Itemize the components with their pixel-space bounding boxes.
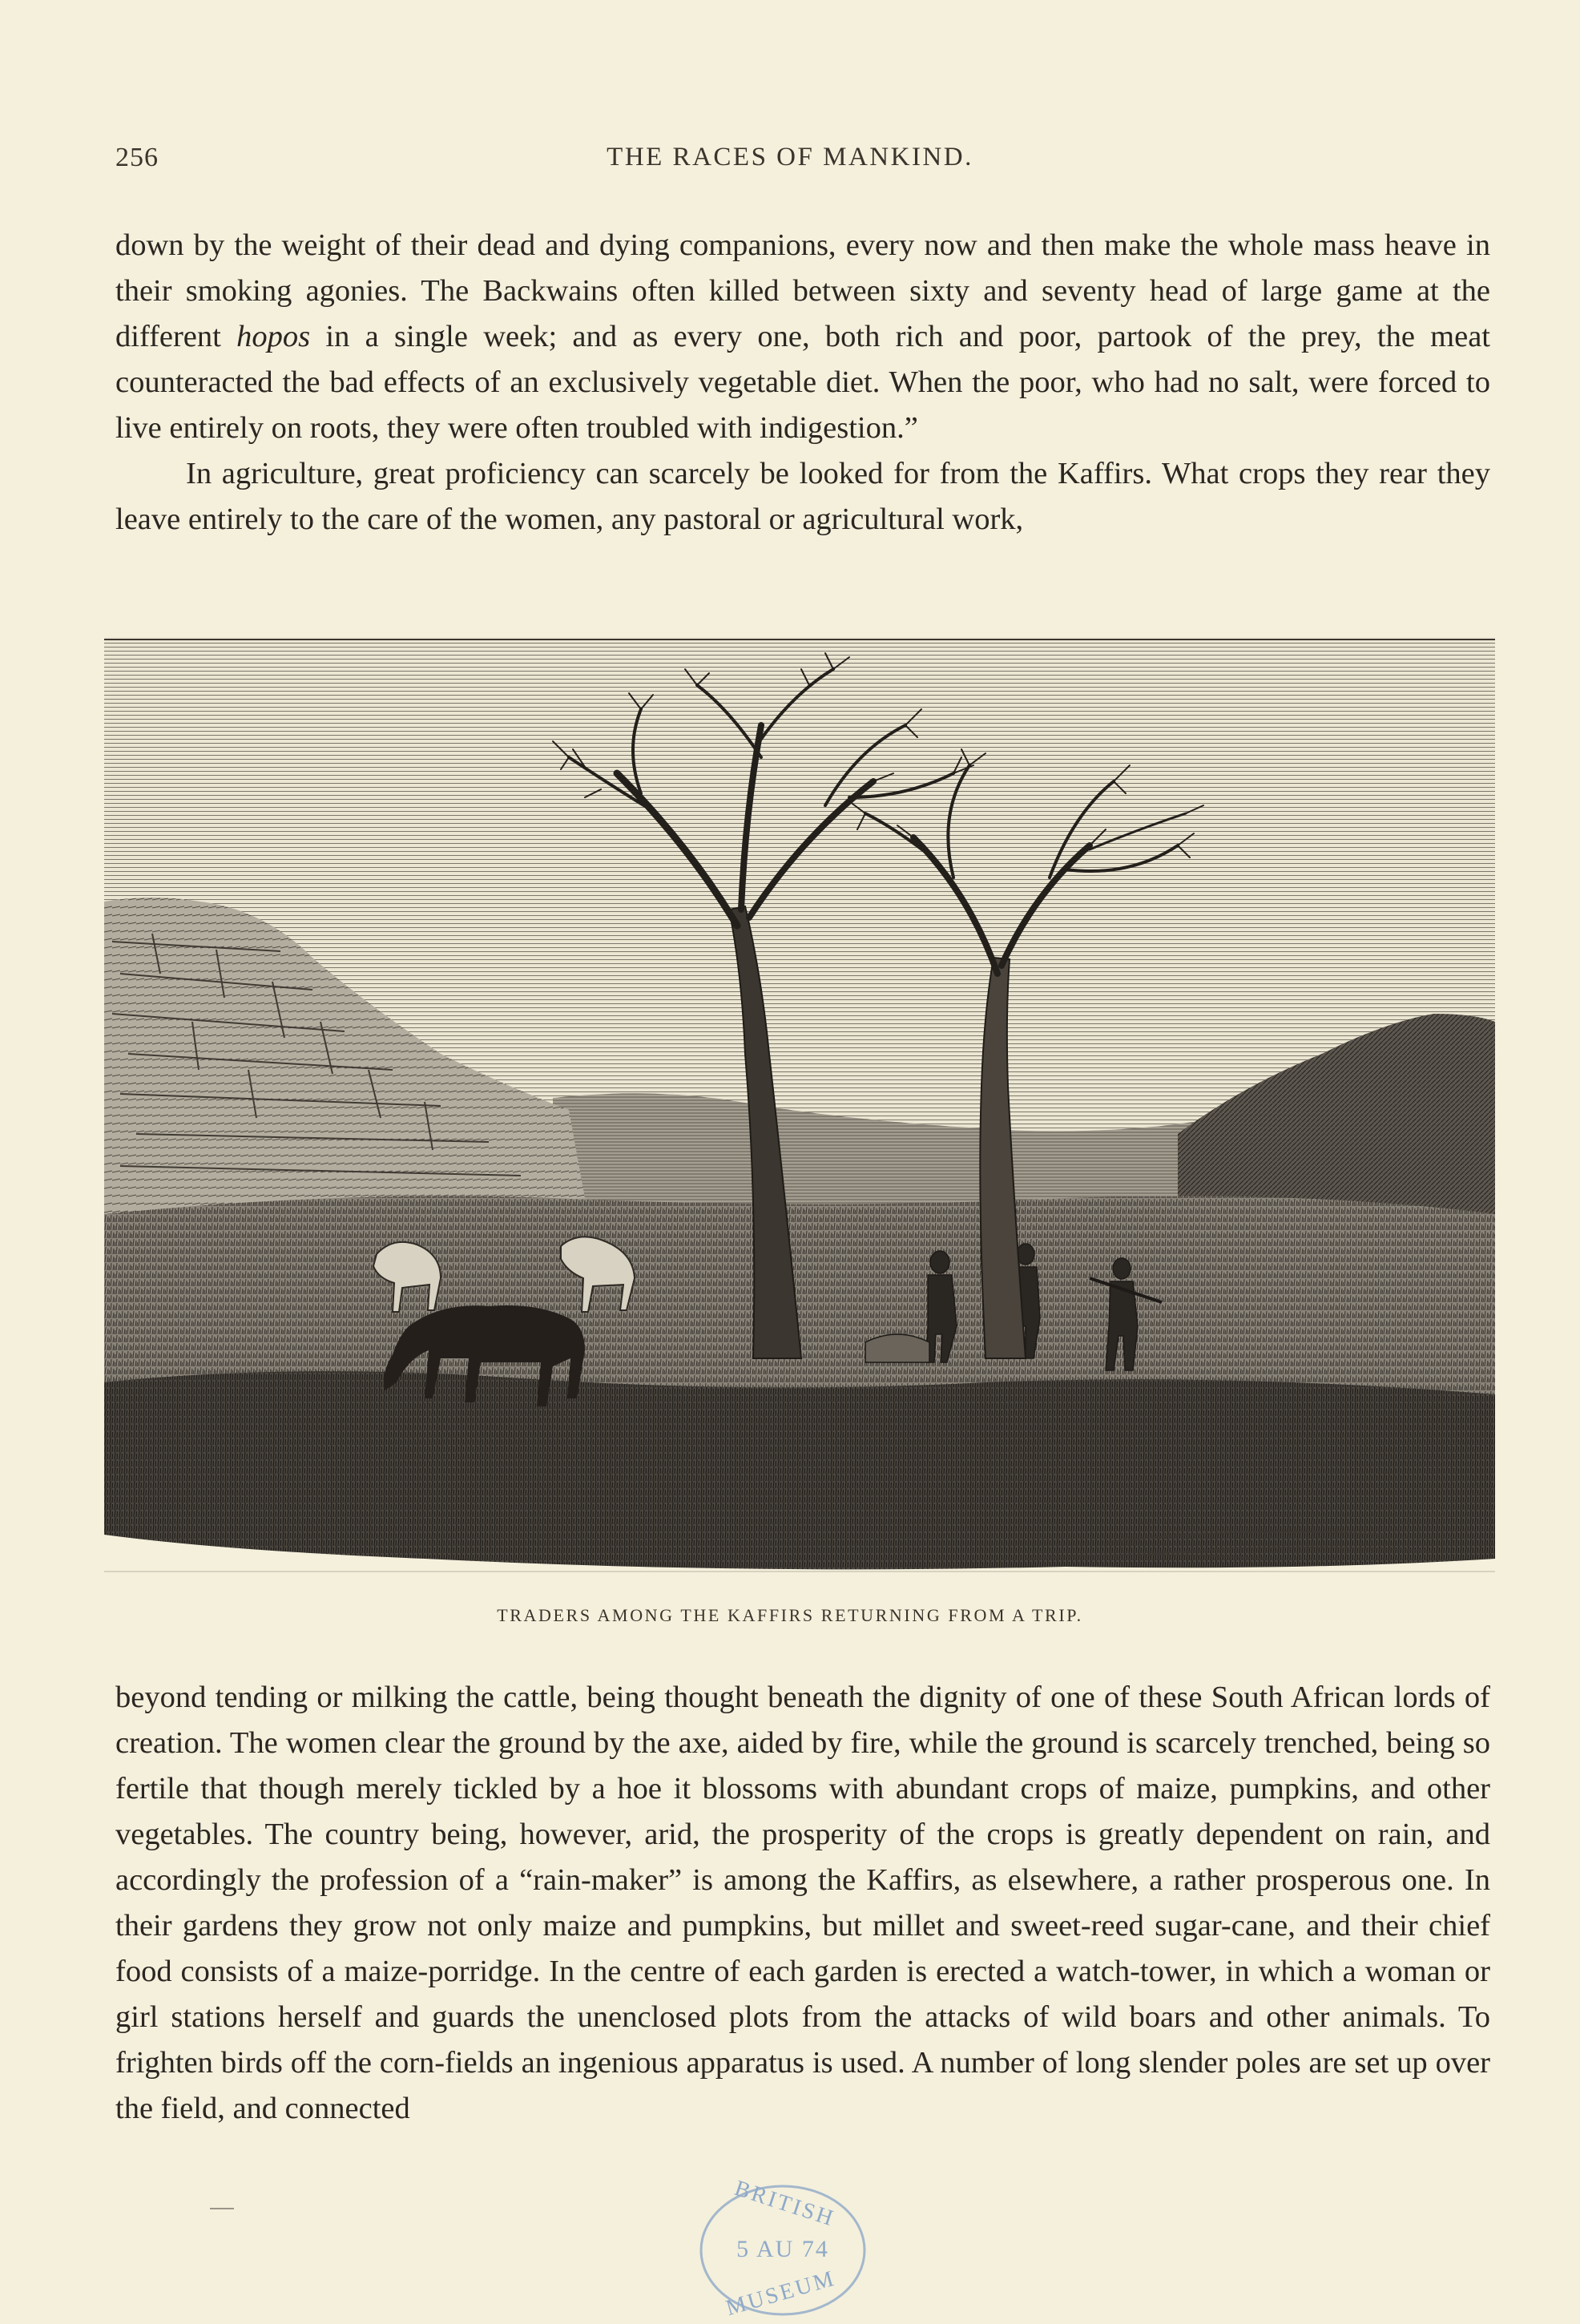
page-number: 256 <box>115 143 159 172</box>
stamp-date: 5 AU 74 <box>736 2236 829 2262</box>
library-stamp <box>687 2173 878 2318</box>
stamp-top: BRITISH <box>732 2176 839 2232</box>
paragraph-continued <box>115 223 1490 451</box>
paragraph-text: down by the weight of their dead and dying companions, every now and then make the whole mass heave in their smoking agonies. The Backwains often killed between sixty and seventy head of large game at the different <box>115 228 1490 353</box>
paragraph-agriculture: In agriculture, great proficiency can scarcely be looked for from the Kaffirs. What crops they rear they leave entirely to the care of the women, any pastoral or agricultural work, <box>115 457 1490 536</box>
paragraph-text: in a single week; and as every one, both rich and poor, partook of the prey, the meat counteracted the bad effects of an exclusively vegetable diet. When the poor, who had no salt, were forced to live entirely on roots, they were often troubled with indigestion.” <box>115 320 1491 445</box>
italic-term: hopos <box>236 320 311 353</box>
paragraph-continued-bottom: beyond tending or milking the cattle, being thought beneath the dignity of one of these South African lords of creation. The women clear the ground by the axe, aided by fire, while the ground is scarcely trenched, being so fertile that though merely tickled by a hoe it blossoms with abundant crops of maize, pumpkins, and other vegetables. The country being, however, arid, the prosperity of the crops is greatly dependent on rain, and accordingly the profession of a “rain-maker” is among the Kaffirs, as elsewhere, a rather prosperous one. In their gardens they grow not only maize and pumpkins, but millet and sweet-reed sugar-cane, and their chief food consists of a maize-porridge. In the centre of each garden is erected a watch-tower, in which a woman or girl stations herself and guards the unenclosed plots from the attacks of wild boars and other animals. To frighten birds off the corn-fields an ingenious apparatus is used. A number of long slender poles are set up over the field, and connected <box>115 1680 1490 2125</box>
engraving-illustration <box>104 637 1495 1575</box>
stamp-bottom: MUSEUM <box>723 2265 839 2318</box>
stray-ink-mark <box>210 2208 234 2209</box>
engraving-scene <box>104 637 1495 1575</box>
foreground-grass <box>104 1371 1495 1569</box>
running-head <box>0 143 1580 191</box>
top-text-block <box>115 223 1490 543</box>
bottom-text-block <box>115 1675 1490 2132</box>
figure-caption: TRADERS AMONG THE KAFFIRS RETURNING FROM A TRIP. <box>497 1605 1083 1625</box>
running-title: THE RACES OF MANKIND. <box>607 143 973 171</box>
